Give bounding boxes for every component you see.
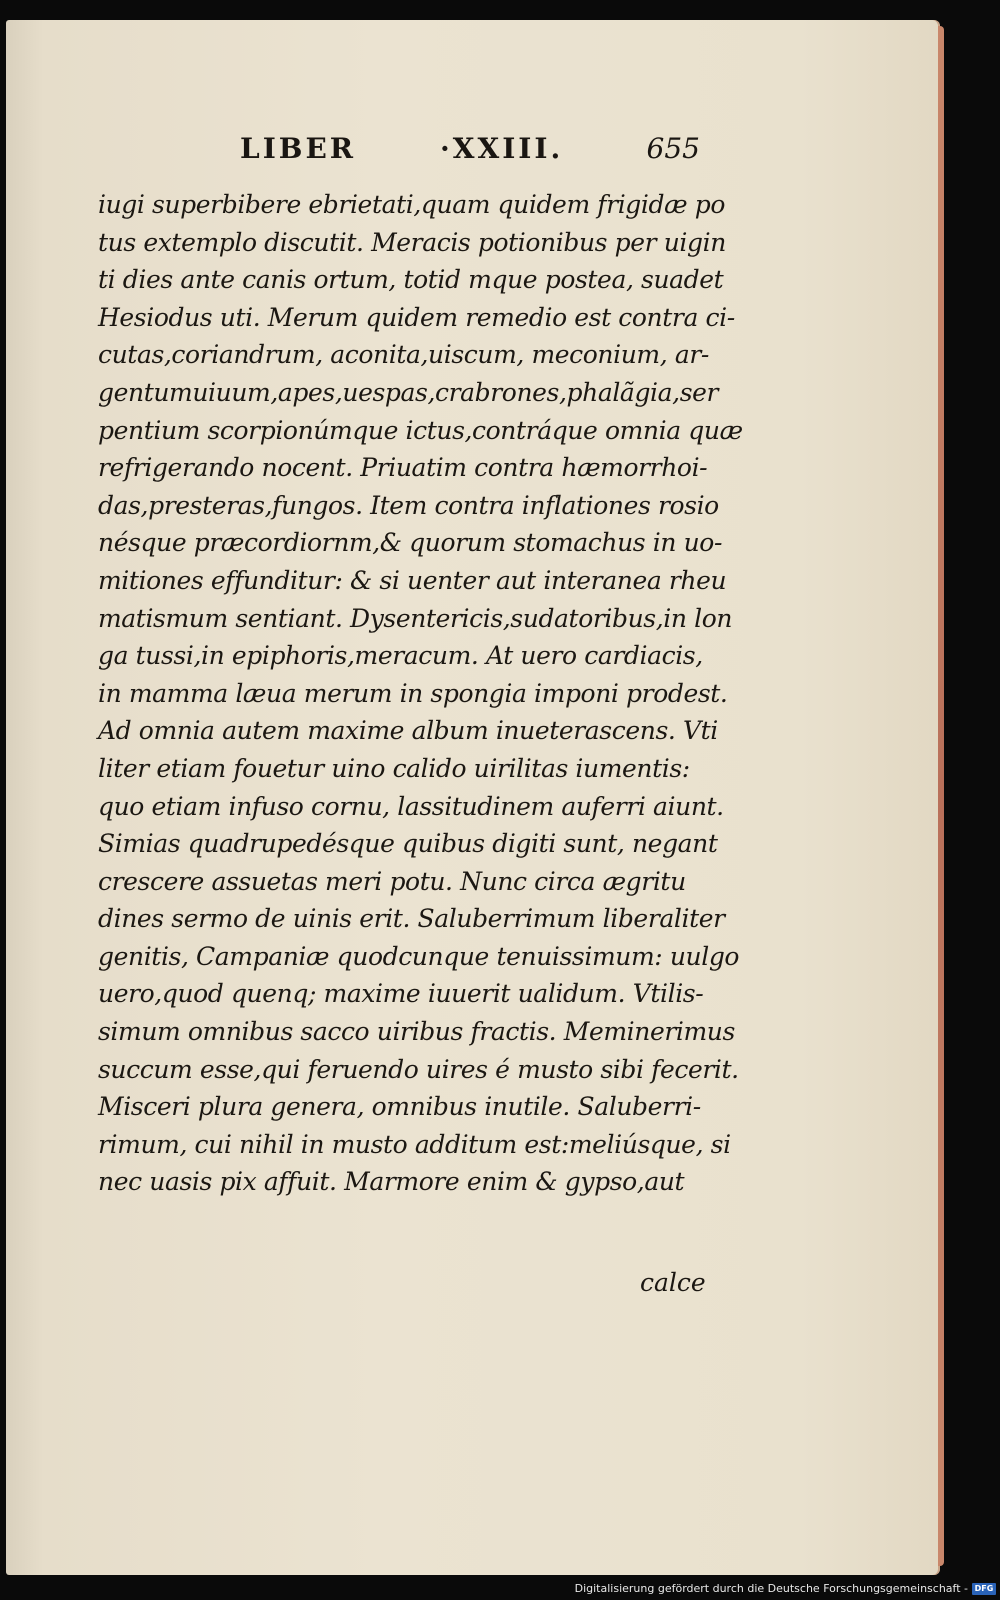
body-text	[98, 186, 743, 1201]
text-line: crescere assuetas meri potu. Nunc circa ægritu	[98, 866, 686, 896]
text-line: iugi superbibere ebrietati,quam quidem frigidæ po	[98, 190, 726, 219]
text-line: cutas,coriandrum, aconita,uiscum, meconium, ar-	[98, 340, 709, 370]
text-line: Ad omnia autem maxime album inueterascens. Vti	[98, 716, 718, 746]
text-line: matismum sentiant. Dysentericis,sudatoribus,in lon	[98, 603, 733, 633]
digitization-credit: Digitalisierung gefördert durch die Deutsche Forschungsgemeinschaft -	[574, 1582, 968, 1595]
text-line: uero,quod quenq; maxime iuuerit ualidum. Vtilis-	[98, 979, 704, 1009]
dfg-logo: DFG	[972, 1583, 996, 1595]
text-line: in mamma læua merum in spongia imponi prodest.	[98, 678, 728, 708]
text-line: Misceri plura genera, omnibus inutile. Saluberri-	[98, 1092, 701, 1122]
text-line: quo etiam infuso cornu, lassitudinem auferri aiunt.	[98, 791, 724, 821]
text-line: dines sermo de uinis erit. Saluberrimum liberaliter	[98, 904, 725, 934]
text-line: mitiones effunditur: & si uenter aut interanea rheu	[98, 565, 727, 595]
catchword: calce	[640, 1268, 706, 1297]
running-head	[240, 132, 700, 172]
text-line: das,presteras,fungos. Item contra inflationes rosio	[98, 490, 719, 520]
footer-bar	[0, 1578, 1000, 1600]
text-line: liter etiam fouetur uino calido uirilitas iumentis:	[98, 753, 690, 783]
text-line: refrigerando nocent. Priuatim contra hæmorrhoi-	[98, 453, 708, 483]
running-head-liber: LIBER	[240, 132, 357, 165]
text-line: pentium scorpionúmque ictus,contráque omnia quæ	[98, 415, 743, 445]
running-head-book-numeral: XXIII.	[452, 132, 564, 165]
text-line: ti dies ante canis ortum, totid mque postea, suadet	[98, 265, 724, 295]
text-line: tus extemplo discutit. Meracis potionibus per uigin	[98, 227, 726, 257]
page-edge	[938, 26, 944, 1566]
running-head-book-number: ·XXIII.	[440, 132, 564, 165]
text-line: ga tussi,in epiphoris,meracum. At uero cardiacis,	[98, 641, 703, 671]
text-line: Simias quadrupedésque quibus digiti sunt, negant	[98, 829, 718, 859]
text-line: rimum, cui nihil in musto additum est:meliúsque, si	[98, 1129, 731, 1159]
text-line: nec uasis pix affuit. Marmore enim & gypso,aut	[98, 1167, 685, 1197]
text-line: Hesiodus uti. Merum quidem remedio est contra ci-	[98, 302, 735, 332]
text-line: nésque præcordiornm,& quorum stomachus in uo-	[98, 528, 723, 558]
text-line: simum omnibus sacco uiribus fractis. Meminerimus	[98, 1017, 735, 1047]
text-line: gentumuiuum,apes,uespas,crabrones,phalãgia,ser	[98, 377, 719, 407]
text-line: genitis, Campaniæ quodcunque tenuissimum: uulgo	[98, 941, 740, 971]
page-number: 655	[646, 132, 700, 165]
text-line: succum esse,qui feruendo uires é musto sibi fecerit.	[98, 1054, 739, 1084]
